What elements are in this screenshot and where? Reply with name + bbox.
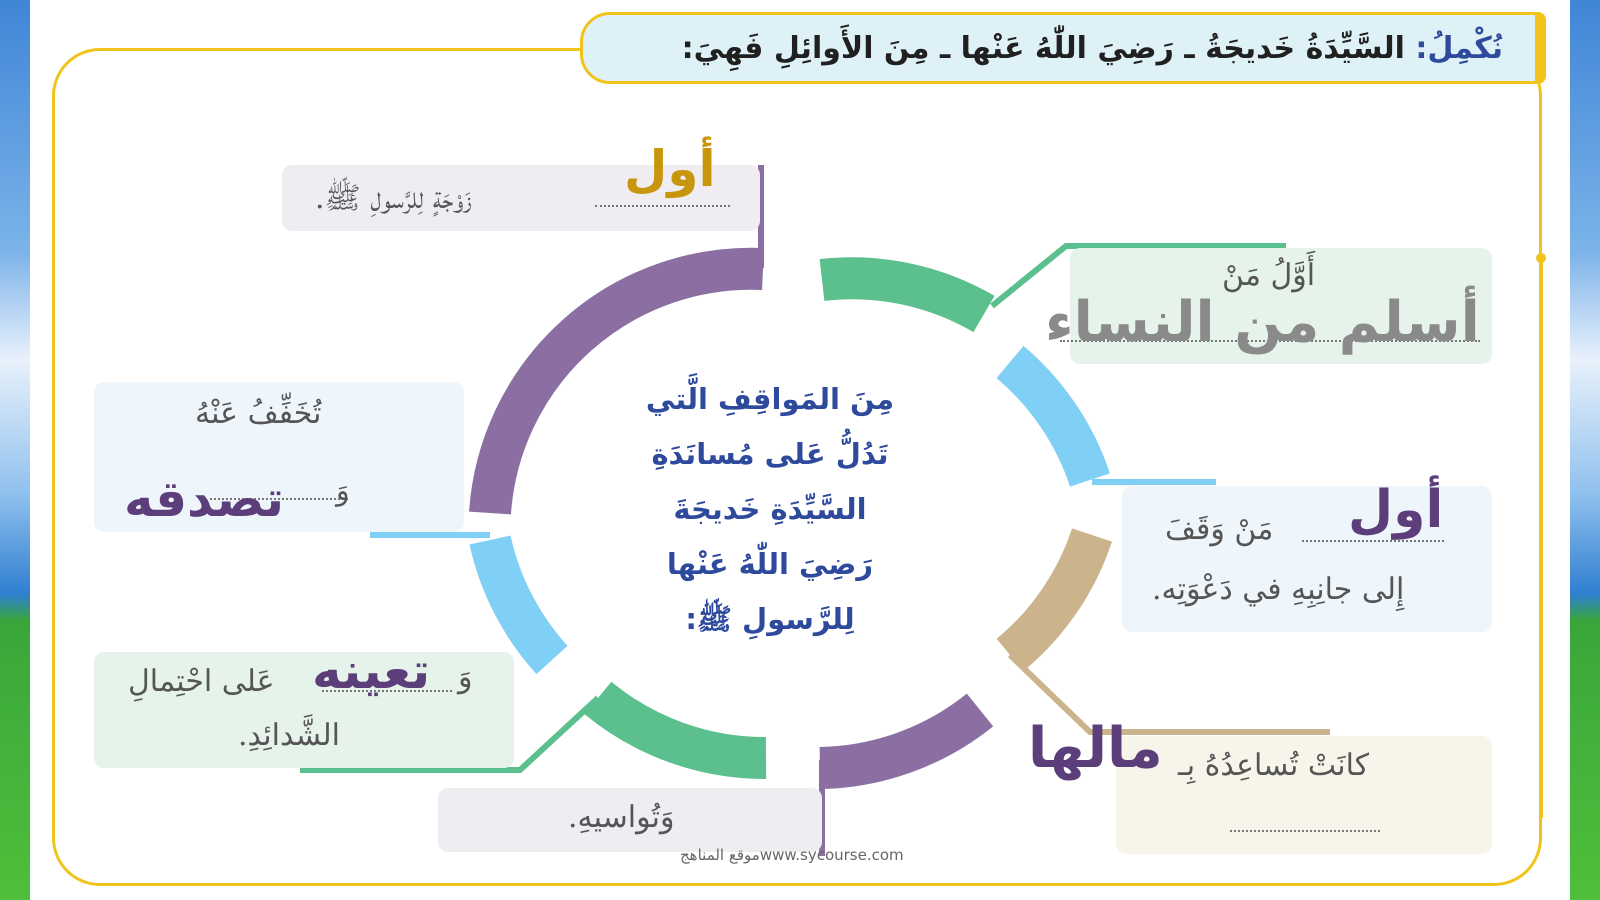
title-lead: نُكْمِلُ: bbox=[1415, 31, 1503, 66]
item-relieves-prefix: وَ bbox=[336, 474, 350, 507]
ring-segment-tan-right bbox=[1010, 535, 1092, 655]
item-relieves-answer: تصدقه bbox=[124, 470, 284, 528]
item-islam-prefix: أَوَّلُ مَنْ bbox=[1222, 258, 1316, 293]
ring-segment-blue-left bbox=[490, 540, 552, 660]
item-wife-text: زَوْجَةٍ لِلرَّسولِ ﷺ. bbox=[315, 181, 472, 216]
ring-segment-purple-bottom bbox=[820, 710, 980, 768]
item-money-answer: مالها bbox=[1028, 716, 1163, 781]
ring-segment-green-top bbox=[822, 278, 984, 314]
center-line-4: رَضِيَ اللّٰهُ عَنْها bbox=[666, 547, 874, 581]
center-text bbox=[600, 372, 940, 647]
center-line-1: مِنَ المَواقِفِ الَّتي bbox=[645, 382, 895, 416]
item-relieves-text: تُخَفِّفُ عَنْهُ bbox=[195, 396, 322, 431]
ring-segment-blue-right bbox=[1010, 362, 1090, 480]
item-wife-answer: أول bbox=[624, 140, 716, 198]
site-credit: موقع المناهجwww.sycourse.com bbox=[680, 846, 904, 864]
center-line-5: لِلرَّسولِ ﷺ: bbox=[685, 602, 855, 636]
item-money-text: كانَتْ تُساعِدُهُ بِـ bbox=[1178, 748, 1370, 783]
item-helps-text-2: الشَّدائِدِ. bbox=[238, 718, 340, 753]
ring-segment-green-bottom bbox=[598, 698, 766, 758]
item-helps-answer: تعينه bbox=[312, 642, 431, 700]
item-wife-blank bbox=[595, 205, 730, 207]
center-line-3: السَّيِّدَةِ خَديجَةَ bbox=[673, 492, 867, 526]
item-stood-text-2: إِلى جانِبِهِ في دَعْوَتِه. bbox=[1152, 572, 1405, 607]
item-stood-blank bbox=[1302, 540, 1444, 542]
title-text: السَّيِّدَةُ خَديجَةُ ـ رَضِيَ اللّٰهُ عَنْها ـ مِنَ الأَوائِلِ فَهِيَ: bbox=[681, 31, 1405, 66]
item-stood-answer: أول bbox=[1348, 480, 1444, 540]
item-stood-text-1: مَنْ وَقَفَ bbox=[1165, 512, 1274, 547]
item-money-blank bbox=[1230, 830, 1380, 832]
item-islam-answer: أسلم من النساء bbox=[1045, 290, 1480, 355]
item-helps-text-1: عَلى احْتِمالِ bbox=[128, 664, 275, 699]
center-line-2: تَدُلُّ عَلى مُسانَدَةِ bbox=[651, 437, 889, 471]
item-helps-prefix: وَ bbox=[458, 660, 473, 695]
item-consoles-text: وَتُواسيهِ. bbox=[568, 800, 675, 835]
